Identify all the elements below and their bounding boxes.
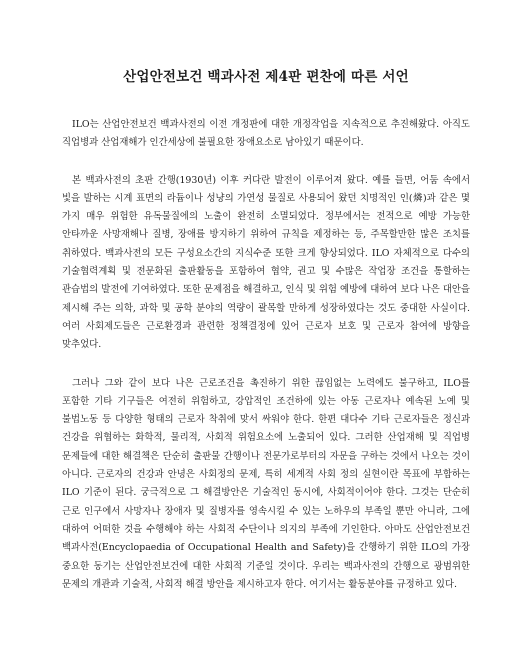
paragraph-challenges: 그러나 그와 같이 보다 나은 근로조건을 촉진하기 위한 끊임없는 노력에도 불구하고, ILO를 포함한 기타 기구들은 여전히 위험하고, 강압적인 조건하에 있는 아동 근로자나 예속된 노예 및 불법노동 등 다양한 형태의 근로자 착취에 맞서 싸워야 한다. 한편 대다수 기타 근로자들은 정신과 건강을 위협하는 화학적, 물리적, 사회적 위험요소에 노출되어 있다. 그러한 산업재해 및 직업병 문제들에 대한 해결책은 단순히 출판물 간행이나 전문가로부터의 자문을 구하는 것에서 나오는 것이 아니다. 근로자의 건강과 안녕은 사회정의 문제, 특히 세계적 사회 정의 실현이란 목표에 부합하는 ILO 기준이 된다. 궁극적으로 그 해결방안은 기술적인 동시에, 사회적이어야 한다. 그것는 단순히 근로 인구에서 사망자나 장애자 및 질병자를 영속시킬 수 있는 노하우의 부족일 뿐만 아니라, 그에 대하여 어떠한 것을 수행해야 하는 사회적 수단이나 의지의 부족에 기인한다. 아마도 산업안전보건 백과사전(Encyclopaedia of Occupational Health and Safety)을 간행하기 위한 ILO의 가장 중요한 동기는 산업안전보건에 대한 사회적 기준일 것이다. 우리는 백과사전의 간행으로 광범위한 문제의 개관과 기술적, 사회적 해결 방안을 제시하고자 한다. 여기서는 활동분야를 규정하고 있다. — [62, 377, 470, 590]
paragraph-progress: 본 백과사전의 초판 간행(1930년) 이후 커다란 발전이 이루어져 왔다. 예를 들면, 어둠 속에서 빛을 발하는 시계 표면의 라듐이나 성냥의 가연성 물질로 사용되어 왔던 치명적인 인(燐)과 같은 몇 가지 매우 위험한 유독물질에의 노출이 완전히 소멸되었다. 정부에서는 전적으로 예방 가능한 안타까운 사망재해나 질병, 장애를 방지하기 위하여 규칙을 제정하는 등, 주목할만한 많은 조치를 취하였다. 백과사전의 모든 구성요소간의 지식수준 또한 크게 향상되었다. ILO 자체적으로 다수의 기술협력계획 및 전문화된 출판활동을 포함하여 협약, 권고 및 수많은 작업장 조건을 통할하는 관습법의 발전에 기여하였다. 또한 문제점을 해결하고, 인식 및 위험 예방에 대하여 보다 나은 대안을 제시해 주는 의학, 과학 및 공학 분야의 역량이 괄목할 만하게 성장하였다는 것도 중대한 사실이다. 여러 사회제도들은 근로환경과 관련한 정책결정에 있어 근로자 보호 및 근로자 참여에 방향을 맞추었다. — [62, 174, 470, 351]
document-title: 산업안전보건 백과사전 제4판 편찬에 따른 서언 — [123, 69, 409, 85]
paragraph-intro: ILO는 산업안전보건 백과사전의 이전 개정판에 대한 개정작업을 지속적으로 추진해왔다. 아직도 직업병과 산업재해가 인간세상에 불필요한 장애요소로 남아있기 때문이다. — [62, 119, 470, 149]
